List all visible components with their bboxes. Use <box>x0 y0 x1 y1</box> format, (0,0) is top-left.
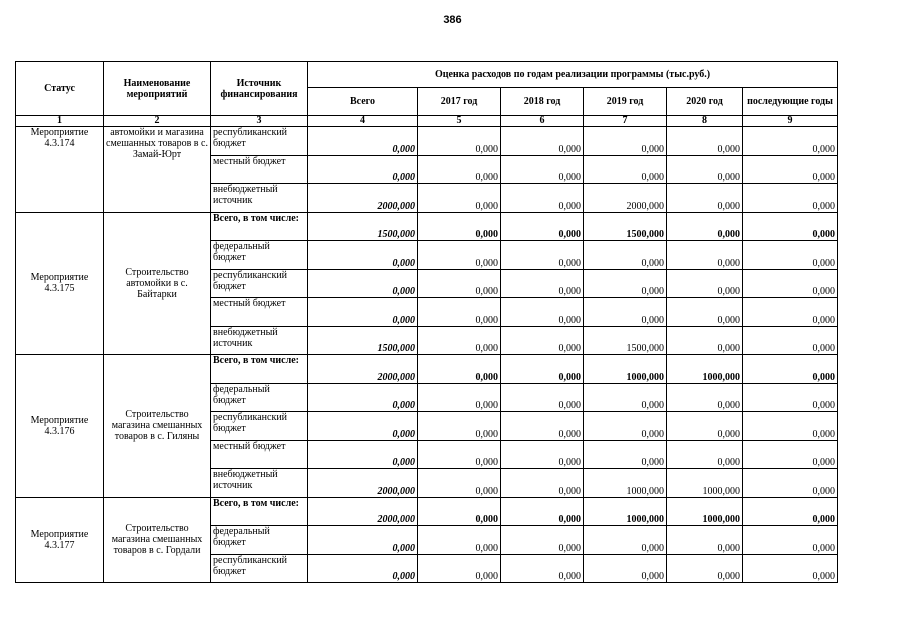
funding-source-cell: внебюджетный источник <box>211 326 308 355</box>
header-2020: 2020 год <box>667 88 743 116</box>
value-cell: 0,000 <box>418 269 501 298</box>
value-cell: 0,000 <box>667 241 743 270</box>
status-cell: Мероприятие 4.3.175 <box>16 212 104 355</box>
header-later: последующие годы <box>743 88 838 116</box>
event-name-cell: Строительство магазина смешанных товаров в с. Гордали <box>104 497 211 583</box>
value-cell: 0,000 <box>584 440 667 469</box>
value-cell: 0,000 <box>743 497 838 526</box>
value-cell: 0,000 <box>418 355 501 384</box>
value-cell: 0,000 <box>584 526 667 555</box>
value-cell: 0,000 <box>667 383 743 412</box>
funding-source-cell: Всего, в том числе: <box>211 355 308 384</box>
value-total-cell: 2000,000 <box>308 469 418 498</box>
value-cell: 0,000 <box>743 155 838 184</box>
value-total-cell: 1500,000 <box>308 212 418 241</box>
table-row <box>16 355 838 384</box>
status-cell: Мероприятие 4.3.177 <box>16 497 104 583</box>
header-total: Всего <box>308 88 418 116</box>
value-total-cell: 0,000 <box>308 269 418 298</box>
value-cell: 0,000 <box>418 212 501 241</box>
funding-source-cell: местный бюджет <box>211 440 308 469</box>
value-cell: 0,000 <box>501 469 584 498</box>
value-cell: 0,000 <box>501 241 584 270</box>
value-cell: 0,000 <box>667 298 743 327</box>
value-cell: 1000,000 <box>584 497 667 526</box>
value-cell: 2000,000 <box>584 184 667 213</box>
value-cell: 0,000 <box>418 383 501 412</box>
value-cell: 0,000 <box>418 526 501 555</box>
value-cell: 0,000 <box>584 127 667 156</box>
column-index: 3 <box>211 116 308 127</box>
value-cell: 0,000 <box>418 497 501 526</box>
value-cell: 0,000 <box>501 440 584 469</box>
value-total-cell: 2000,000 <box>308 497 418 526</box>
table-body <box>16 127 838 583</box>
value-cell: 1000,000 <box>584 469 667 498</box>
header-2019: 2019 год <box>584 88 667 116</box>
value-cell: 0,000 <box>667 412 743 441</box>
funding-source-cell: внебюджетный источник <box>211 469 308 498</box>
value-cell: 0,000 <box>501 383 584 412</box>
value-cell: 0,000 <box>418 241 501 270</box>
value-total-cell: 0,000 <box>308 412 418 441</box>
funding-source-cell: Всего, в том числе: <box>211 497 308 526</box>
value-cell: 0,000 <box>743 212 838 241</box>
value-cell: 1000,000 <box>667 469 743 498</box>
value-cell: 0,000 <box>418 469 501 498</box>
value-cell: 0,000 <box>667 269 743 298</box>
value-cell: 0,000 <box>501 155 584 184</box>
value-cell: 0,000 <box>418 326 501 355</box>
value-cell: 0,000 <box>418 412 501 441</box>
value-cell: 0,000 <box>418 554 501 583</box>
header-estimate: Оценка расходов по годам реализации программы (тыс.руб.) <box>308 62 838 88</box>
value-cell: 0,000 <box>418 440 501 469</box>
value-cell: 0,000 <box>743 554 838 583</box>
funding-source-cell: федеральный бюджет <box>211 526 308 555</box>
header-status: Статус <box>16 62 104 116</box>
value-cell: 0,000 <box>584 241 667 270</box>
value-cell: 0,000 <box>501 269 584 298</box>
header-2017: 2017 год <box>418 88 501 116</box>
funding-source-cell: федеральный бюджет <box>211 241 308 270</box>
value-cell: 1000,000 <box>584 355 667 384</box>
status-cell: Мероприятие 4.3.174 <box>16 127 104 213</box>
column-index: 5 <box>418 116 501 127</box>
value-cell: 0,000 <box>501 184 584 213</box>
value-cell: 0,000 <box>667 127 743 156</box>
page-number: 386 <box>443 14 462 26</box>
value-cell: 0,000 <box>584 554 667 583</box>
funding-source-cell: республиканский бюджет <box>211 412 308 441</box>
funding-source-cell: республиканский бюджет <box>211 269 308 298</box>
value-cell: 0,000 <box>418 127 501 156</box>
value-cell: 1000,000 <box>667 355 743 384</box>
value-cell: 0,000 <box>667 554 743 583</box>
value-cell: 0,000 <box>418 298 501 327</box>
value-total-cell: 0,000 <box>308 526 418 555</box>
value-cell: 0,000 <box>501 212 584 241</box>
value-cell: 0,000 <box>501 326 584 355</box>
header-name: Наименование мероприятий <box>104 62 211 116</box>
value-cell: 1500,000 <box>584 326 667 355</box>
funding-source-cell: Всего, в том числе: <box>211 212 308 241</box>
value-total-cell: 0,000 <box>308 127 418 156</box>
budget-table <box>15 61 838 583</box>
value-total-cell: 0,000 <box>308 298 418 327</box>
value-cell: 0,000 <box>743 127 838 156</box>
funding-source-cell: местный бюджет <box>211 298 308 327</box>
value-cell: 0,000 <box>501 412 584 441</box>
value-cell: 0,000 <box>743 412 838 441</box>
value-cell: 0,000 <box>743 298 838 327</box>
funding-source-cell: местный бюджет <box>211 155 308 184</box>
header-2018: 2018 год <box>501 88 584 116</box>
value-cell: 0,000 <box>501 526 584 555</box>
value-total-cell: 0,000 <box>308 241 418 270</box>
value-cell: 1000,000 <box>667 497 743 526</box>
column-index: 2 <box>104 116 211 127</box>
value-cell: 0,000 <box>584 412 667 441</box>
value-cell: 0,000 <box>418 155 501 184</box>
value-cell: 0,000 <box>584 155 667 184</box>
funding-source-cell: республиканский бюджет <box>211 554 308 583</box>
value-cell: 0,000 <box>743 440 838 469</box>
funding-source-cell: внебюджетный источник <box>211 184 308 213</box>
value-cell: 0,000 <box>743 383 838 412</box>
column-index-row <box>16 116 838 127</box>
value-cell: 0,000 <box>667 184 743 213</box>
column-index: 4 <box>308 116 418 127</box>
header-source: Источник финансирования <box>211 62 308 116</box>
value-cell: 0,000 <box>743 326 838 355</box>
value-cell: 0,000 <box>501 127 584 156</box>
value-cell: 0,000 <box>743 184 838 213</box>
value-cell: 0,000 <box>418 184 501 213</box>
value-total-cell: 0,000 <box>308 155 418 184</box>
value-cell: 0,000 <box>743 355 838 384</box>
value-cell: 0,000 <box>667 212 743 241</box>
value-cell: 0,000 <box>743 269 838 298</box>
funding-source-cell: федеральный бюджет <box>211 383 308 412</box>
value-cell: 0,000 <box>667 326 743 355</box>
value-total-cell: 1500,000 <box>308 326 418 355</box>
table-row <box>16 497 838 526</box>
value-cell: 0,000 <box>667 155 743 184</box>
value-cell: 0,000 <box>667 440 743 469</box>
column-index: 1 <box>16 116 104 127</box>
column-index: 9 <box>743 116 838 127</box>
value-cell: 0,000 <box>584 298 667 327</box>
value-cell: 0,000 <box>667 526 743 555</box>
value-cell: 0,000 <box>501 554 584 583</box>
value-total-cell: 2000,000 <box>308 355 418 384</box>
table-row <box>16 212 838 241</box>
value-cell: 0,000 <box>743 469 838 498</box>
value-cell: 0,000 <box>501 298 584 327</box>
value-cell: 0,000 <box>584 269 667 298</box>
event-name-cell: Строительство автомойки в с. Байтарки <box>104 212 211 355</box>
value-cell: 0,000 <box>584 383 667 412</box>
value-total-cell: 0,000 <box>308 440 418 469</box>
column-index: 7 <box>584 116 667 127</box>
value-cell: 0,000 <box>501 355 584 384</box>
table-row <box>16 127 838 156</box>
status-cell: Мероприятие 4.3.176 <box>16 355 104 498</box>
value-total-cell: 0,000 <box>308 383 418 412</box>
value-total-cell: 2000,000 <box>308 184 418 213</box>
value-total-cell: 0,000 <box>308 554 418 583</box>
value-cell: 1500,000 <box>584 212 667 241</box>
event-name-cell: автомойки и магазина смешанных товаров в с. Замай-Юрт <box>104 127 211 213</box>
column-index: 8 <box>667 116 743 127</box>
column-index: 6 <box>501 116 584 127</box>
event-name-cell: Строительство магазина смешанных товаров в с. Гиляны <box>104 355 211 498</box>
funding-source-cell: республиканский бюджет <box>211 127 308 156</box>
value-cell: 0,000 <box>743 241 838 270</box>
value-cell: 0,000 <box>501 497 584 526</box>
value-cell: 0,000 <box>743 526 838 555</box>
